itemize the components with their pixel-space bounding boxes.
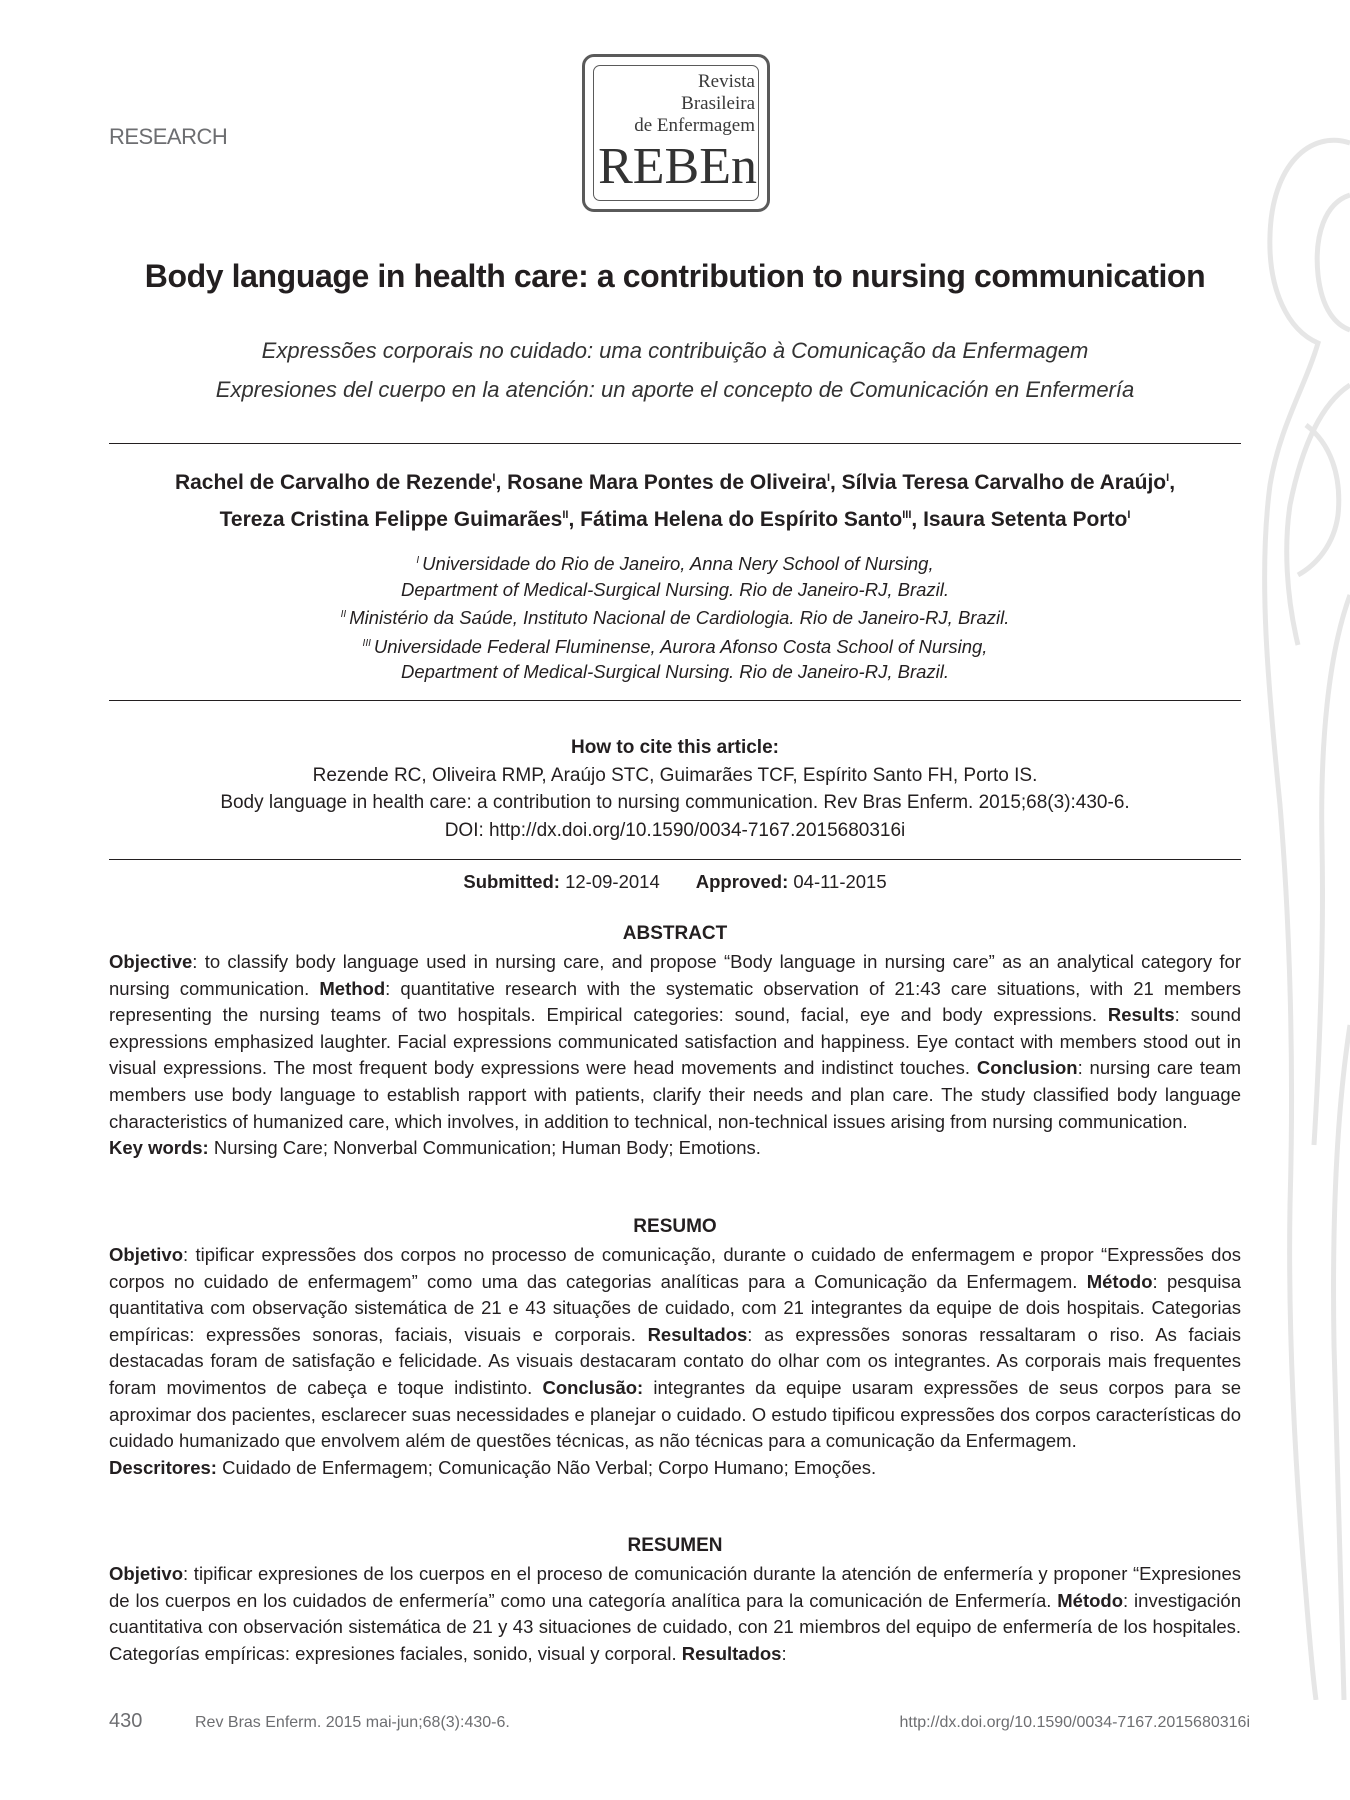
section-label: RESEARCH: [109, 124, 228, 149]
affiliation-line: Ministério da Saúde, Instituto Nacional de Cardiologia. Rio de Janeiro-RJ, Brazil.: [349, 607, 1010, 629]
citation-label: How to cite this article:: [571, 737, 779, 758]
conclusion-label: Conclusion: [976, 1057, 1078, 1079]
author-separator: ,: [495, 471, 508, 494]
keywords-text: Nursing Care; Nonverbal Communication; Human Body; Emotions.: [208, 1137, 761, 1159]
objective-label: Objective: [109, 951, 193, 972]
keywords-line: [109, 1455, 1241, 1482]
author-name: Sílvia Teresa Carvalho de Araújo: [841, 471, 1167, 494]
resumen-paragraph: [109, 1561, 1241, 1667]
author-separator: ,: [830, 471, 842, 494]
title-spanish: Expresiones del cuerpo en la atención: un aporte el concepto de Comunicación en Enfermería: [215, 377, 1135, 402]
abstract-body: [109, 949, 1241, 1162]
logo-line-2: Brasileira: [681, 93, 755, 114]
submitted-date: 12-09-2014: [565, 871, 660, 892]
objective-label: Objetivo: [109, 1563, 184, 1584]
keywords-label: Descritores:: [109, 1456, 217, 1478]
footer-doi[interactable]: http://dx.doi.org/10.1590/0034-7167.2015680316i: [899, 1714, 1250, 1731]
resumo-paragraph: [109, 1242, 1241, 1455]
conclusion-text: : nursing care team members use body language to establish rapport with patients, clarify their needs and plan care. The study classified body language characteristics of humanized care, which involves, in addition to technical, non-technical issues arising from nursing communication.: [109, 1057, 1241, 1132]
results-text: : sound expressions emphasized laughter. Facial expressions communicated satisfaction and happiness. Eye contact with members stood out in visual expressions. The most frequent body expressions were head movements and indistinct touches.: [109, 1004, 1242, 1079]
objective-text: : tipificar expressões dos corpos no processo de comunicação, durante o cuidado de enfermagem e propor “Expressões dos corpos no cuidado de enfermagem” como uma das categorias analíticas para a Comunicação da Enfermagem.: [109, 1244, 1241, 1292]
author-affiliation-mark: III: [902, 509, 912, 521]
affiliation-mark: III: [362, 637, 371, 649]
affiliation-line: Department of Medical-Surgical Nursing. Rio de Janeiro-RJ, Brazil.: [400, 578, 950, 600]
keywords-line: [109, 1135, 1241, 1162]
divider-top: [109, 443, 1241, 444]
author-list: [100, 462, 1250, 536]
conclusion-label: Conclusão:: [542, 1376, 644, 1398]
author-name: Rachel de Carvalho de Rezende: [174, 471, 493, 494]
objective-label: Objetivo: [109, 1244, 184, 1265]
author-affiliation-mark: I: [826, 472, 830, 484]
method-label: Método: [1057, 1589, 1124, 1611]
affiliation-mark: II: [340, 609, 347, 621]
citation-block: [100, 734, 1250, 844]
objective-text: : tipificar expresiones de los cuerpos en el proceso de comunicación durante la atención de enfermería y proponer “Expresiones de los cuerpos en los cuidados de enfermería” como una categoría analítica para la comunicación de Enfermería.: [109, 1563, 1241, 1611]
logo-acronym: REBEn: [598, 138, 757, 195]
article-title: Body language in health care: a contribution to nursing communication: [144, 258, 1206, 294]
affiliation-mark: I: [416, 555, 420, 566]
submission-dates: [100, 871, 1250, 893]
method-text: : investigación cuantitativa con observación sistemática de 21 y 43 situaciones de cuidado, con 21 miembros del equipo de enfermería de los hospitales. Categorías empíricas: expresiones faciales, sonido, visual y corporal.: [109, 1589, 1241, 1664]
keywords-label: Key words:: [109, 1137, 209, 1159]
divider-citation: [109, 859, 1241, 860]
abstract-paragraph: [109, 949, 1241, 1135]
resumo-heading: RESUMO: [633, 1216, 717, 1237]
title-portuguese: Expressões corporais no cuidado: uma contribuição à Comunicação da Enfermagem: [261, 338, 1089, 363]
divider-affiliations: [109, 700, 1241, 701]
method-label: Método: [1086, 1270, 1153, 1292]
abstract-heading: ABSTRACT: [622, 923, 728, 944]
resumo-body: [109, 1242, 1241, 1481]
author-name: Tereza Cristina Felippe Guimarães: [219, 508, 563, 531]
journal-logo: [582, 54, 770, 212]
results-label: Resultados: [647, 1323, 748, 1345]
journal-reference: Rev Bras Enferm. 2015 mai-jun;68(3):430-6.: [195, 1714, 510, 1731]
author-separator: ,: [568, 508, 581, 531]
submitted-label: Submitted:: [463, 871, 560, 892]
affiliation-line: Universidade do Rio de Janeiro, Anna Nery School of Nursing,: [422, 553, 934, 575]
author-name: Fátima Helena do Espírito Santo: [580, 508, 903, 531]
resumen-body: [109, 1561, 1241, 1667]
logo-line-3: de Enfermagem: [634, 115, 755, 136]
author-affiliation-mark: I: [1127, 509, 1131, 521]
logo-line-1: Revista: [698, 71, 755, 92]
resumen-heading: RESUMEN: [627, 1535, 723, 1556]
conclusion-text: integrantes da equipe usaram expressões de seus corpos para se aproximar dos pacientes, esclarecer suas necessidades e planejar o cuidado. O estudo tipificou expressões dos corpos características do cuidado humanizado que envolvem além de questões técnicas, as não técnicas para a comunicação da Enfermagem.: [109, 1376, 1242, 1452]
results-label: Results: [1107, 1004, 1175, 1026]
results-text: :: [781, 1642, 787, 1664]
citation-doi[interactable]: DOI: http://dx.doi.org/10.1590/0034-7167.2015680316i: [444, 819, 906, 841]
affiliation-line: Department of Medical-Surgical Nursing. Rio de Janeiro-RJ, Brazil.: [400, 661, 950, 683]
author-name: Isaura Setenta Porto: [923, 508, 1128, 531]
author-affiliation-mark: I: [492, 472, 496, 484]
citation-line: Rezende RC, Oliveira RMP, Araújo STC, Guimarães TCF, Espírito Santo FH, Porto IS.: [312, 764, 1038, 786]
citation-line: Body language in health care: a contribution to nursing communication. Rev Bras Enferm. 2015;68(3):430-6.: [220, 792, 1130, 813]
author-affiliation-mark: II: [562, 509, 569, 521]
page-number: 430: [109, 1710, 143, 1732]
objective-text: : to classify body language used in nursing care, and propose “Body language in nursing care” as an analytical category for nursing communication.: [109, 951, 1241, 999]
method-text: : quantitative research with the systematic observation of 21:43 care situations, with 21 members representing the nursing teams of two hospitals. Empirical categories: sound, facial, eye and body expressions.: [109, 977, 1241, 1026]
author-name: Rosane Mara Pontes de Oliveira: [507, 471, 827, 494]
results-label: Resultados: [681, 1642, 782, 1664]
approved-label: Approved:: [695, 871, 789, 892]
author-separator: ,: [911, 508, 924, 531]
method-label: Method: [319, 977, 386, 999]
author-affiliation-mark: I: [1166, 472, 1170, 484]
results-text: : as expressões sonoras ressaltaram o riso. As faciais destacadas foram de satisfação e felicidade. As visuais destacaram contato do olhar com os integrantes. As corporais mais frequentes foram movimentos de cabeça e toque indistinto.: [109, 1323, 1241, 1398]
approved-date: 04-11-2015: [793, 871, 887, 892]
method-text: : pesquisa quantitativa com observação sistemática de 21 e 43 situações de cuidado, com 21 integrantes da equipe de dois hospitais. Categorias empíricas: expressões sonoras, faciais, visuais e corporais.: [109, 1270, 1242, 1345]
affiliation-list: [100, 548, 1250, 685]
affiliation-line: Universidade Federal Fluminense, Aurora Afonso Costa School of Nursing,: [373, 635, 988, 657]
author-separator: ,: [1169, 471, 1176, 494]
keywords-text: Cuidado de Enfermagem; Comunicação Não Verbal; Corpo Humano; Emoções.: [216, 1456, 877, 1478]
